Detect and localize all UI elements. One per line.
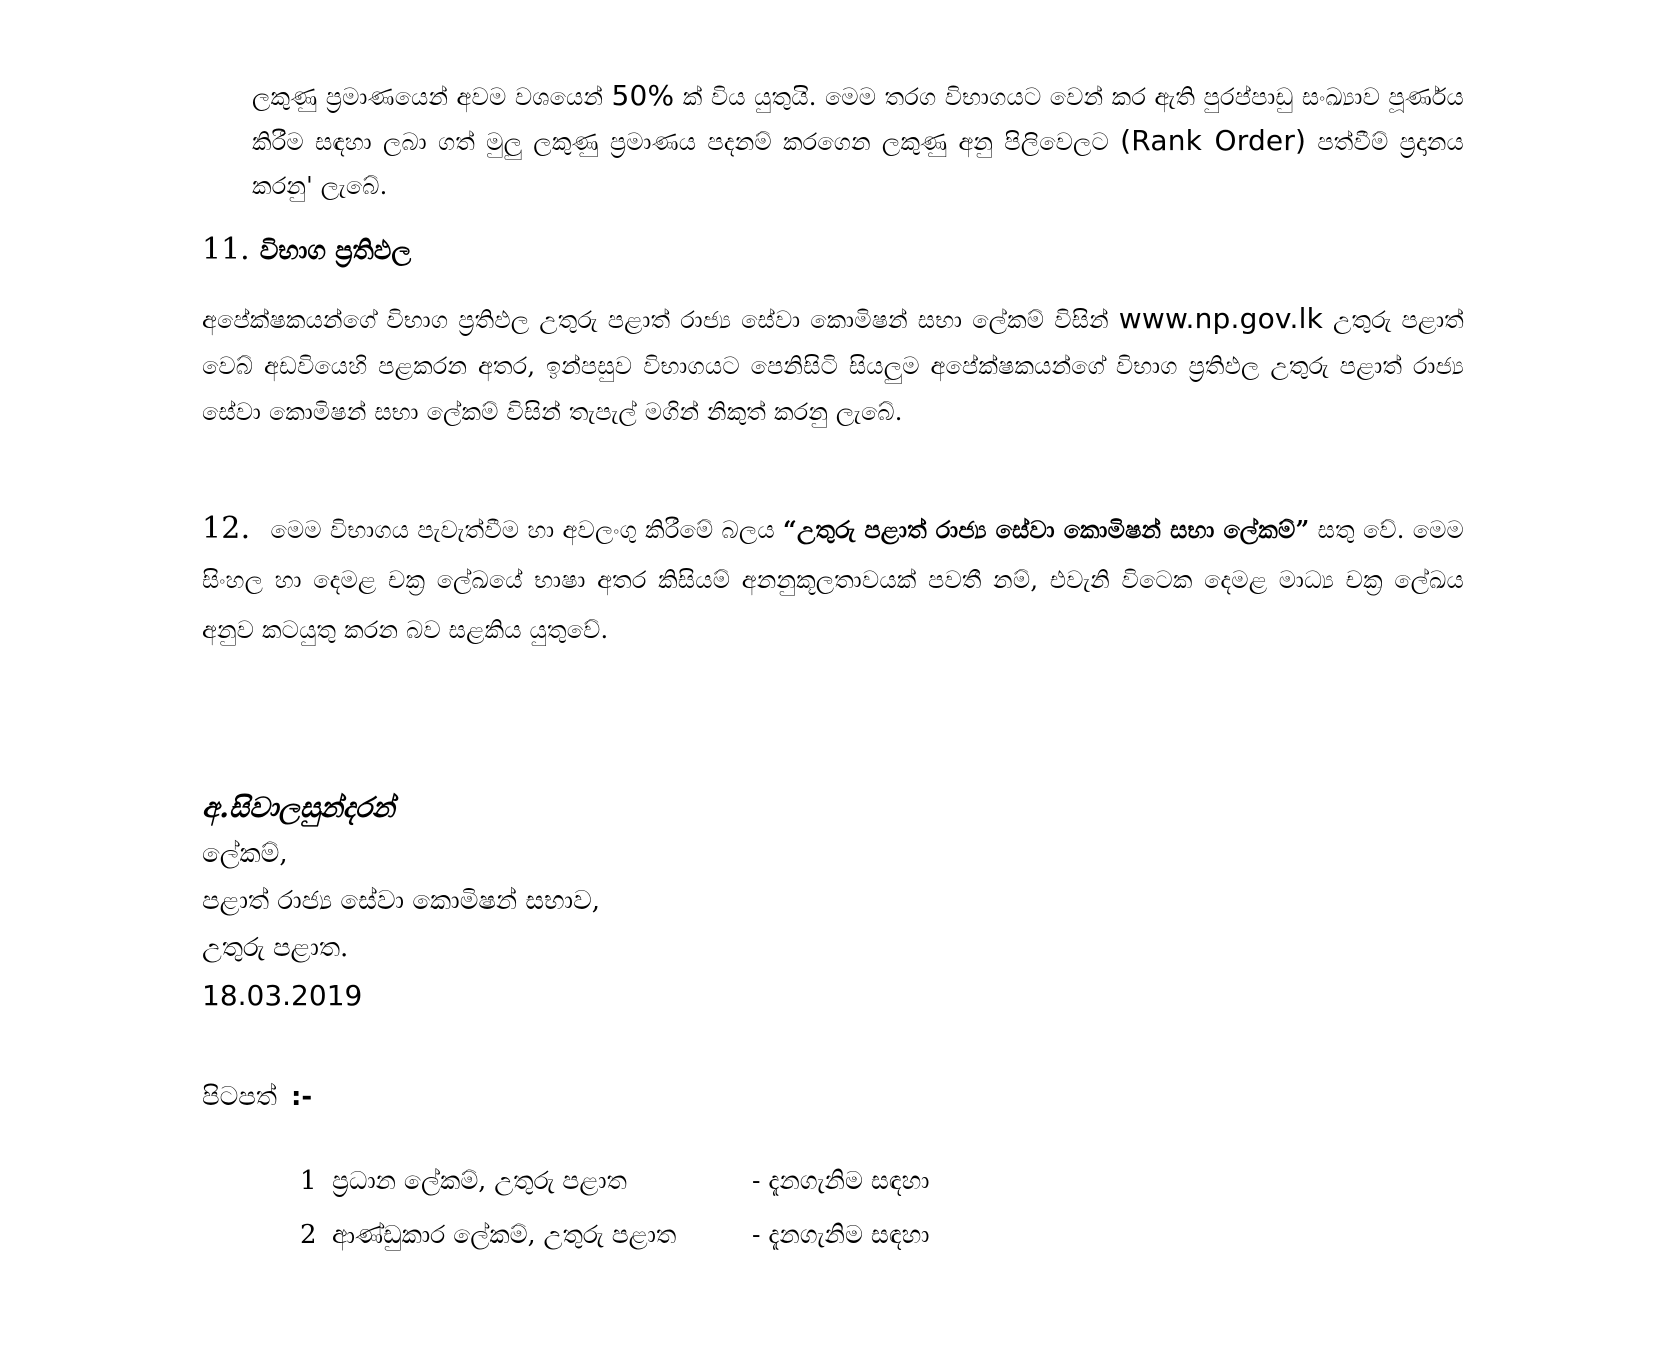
document-date: 18.03.2019 — [202, 979, 363, 1012]
list-item — [300, 1208, 930, 1262]
percent-value: 50% — [611, 79, 675, 112]
continuation-paragraph — [252, 74, 1464, 208]
copy-purpose: - දැනගැනිම සඳහා — [752, 1166, 930, 1195]
copy-recipient: ප්‍රධාන ලේකම්, උතුරු පළාත — [332, 1166, 627, 1195]
rank-order-term: (Rank Order) — [1120, 124, 1307, 157]
section-12-text-1: මෙම විභාගය පැවැත්වීම හා අවලංගු කිරීමේ බලය — [262, 516, 783, 544]
copy-purpose: - දැනගැනිම සඳහා — [752, 1220, 930, 1249]
section-11-paragraph — [202, 296, 1464, 435]
signatory-organization: පළාත් රාජ්‍ය සේවා කොමිෂන් සභාව, — [202, 886, 601, 916]
copies-label: පිටපත් — [202, 1082, 278, 1112]
signatory-province: උතුරු පළාත. — [202, 933, 349, 963]
copy-recipient: ආණ්ඩුකාර ලේකම්, උතුරු පළාත — [332, 1220, 677, 1249]
copies-heading — [202, 1082, 312, 1113]
section-11-title: විභාග ප්‍රතිඵල — [259, 236, 412, 266]
section-12-text-2: සතු වේ. මෙම සිංහල හා දෙමළ චක්‍ර ලේඛයේ භාෂා අතර කිසියම් අනනුකූලතාවයක් පවතී නම්, එවැනි විටෙක දෙමළ මාධ්‍ය චක්‍ර ලේඛය අනුව කටයුතු කරන බව සළකිය යුතුවේ. — [202, 516, 1465, 644]
copy-number: 2 — [300, 1220, 317, 1250]
list-item — [300, 1154, 930, 1208]
section-12-paragraph — [202, 504, 1464, 655]
section-11-text-1: අපේක්ෂකයන්ගේ විභාග ප්‍රතිඵල උතුරු පළාත් රාජ්‍ය සේවා කොමිෂන් සභා ලේකම් විසින් — [202, 306, 1119, 334]
signatory-title: ලේකම්, — [202, 839, 288, 869]
section-11-heading — [202, 232, 411, 267]
continuation-text-2: ක් විය යුතුයි. මෙම තරග විභාගයට වෙන් කර ඇති පුරප්පාඩු සංඛ්‍යාව පූර්ණය කිරීම සඳහා ලබා ගත් මුලු ලකුණු ප්‍රමාණය පදනම් කරගෙන ලකුණු අනු පිලිවෙලට — [252, 83, 1464, 156]
copies-colon: :- — [291, 1082, 313, 1112]
section-12-authority: “උතුරු පළාත් රාජ්‍ය සේවා කොමිෂන් සභා ලේකම්” — [782, 515, 1310, 544]
section-11-text-2: උතුරු පළාත් වෙබ් අඩවියෙහි පළකරන අතර, ඉන්පසුව විභාගයට පෙනිසිටි සියලුම අපේක්ෂකයන්ගේ විභාග ප්‍රතිඵල උතුරු පළාත් රාජ්‍ය සේවා කොමිෂන් සභා ලේකම් විසින් තැපැල් මගින් නිකුත් කරනු ලැබේ. — [202, 306, 1464, 426]
continuation-text-1: ලකුණු ප්‍රමාණයෙන් අවම වශයෙන් — [252, 83, 612, 111]
copies-list — [300, 1154, 930, 1262]
section-11-number: 11. — [202, 232, 250, 267]
signature-block — [202, 784, 600, 1019]
continuation-text-3: පත්වීම් ප්‍රදානය කරනු' ලැබේ. — [252, 128, 1465, 200]
signatory-name: අ.සිවාලසුන්දරන් — [202, 791, 395, 824]
copy-number: 1 — [300, 1166, 317, 1196]
section-12-number: 12. — [202, 511, 251, 546]
website-link[interactable]: www.np.gov.lk — [1118, 302, 1324, 335]
